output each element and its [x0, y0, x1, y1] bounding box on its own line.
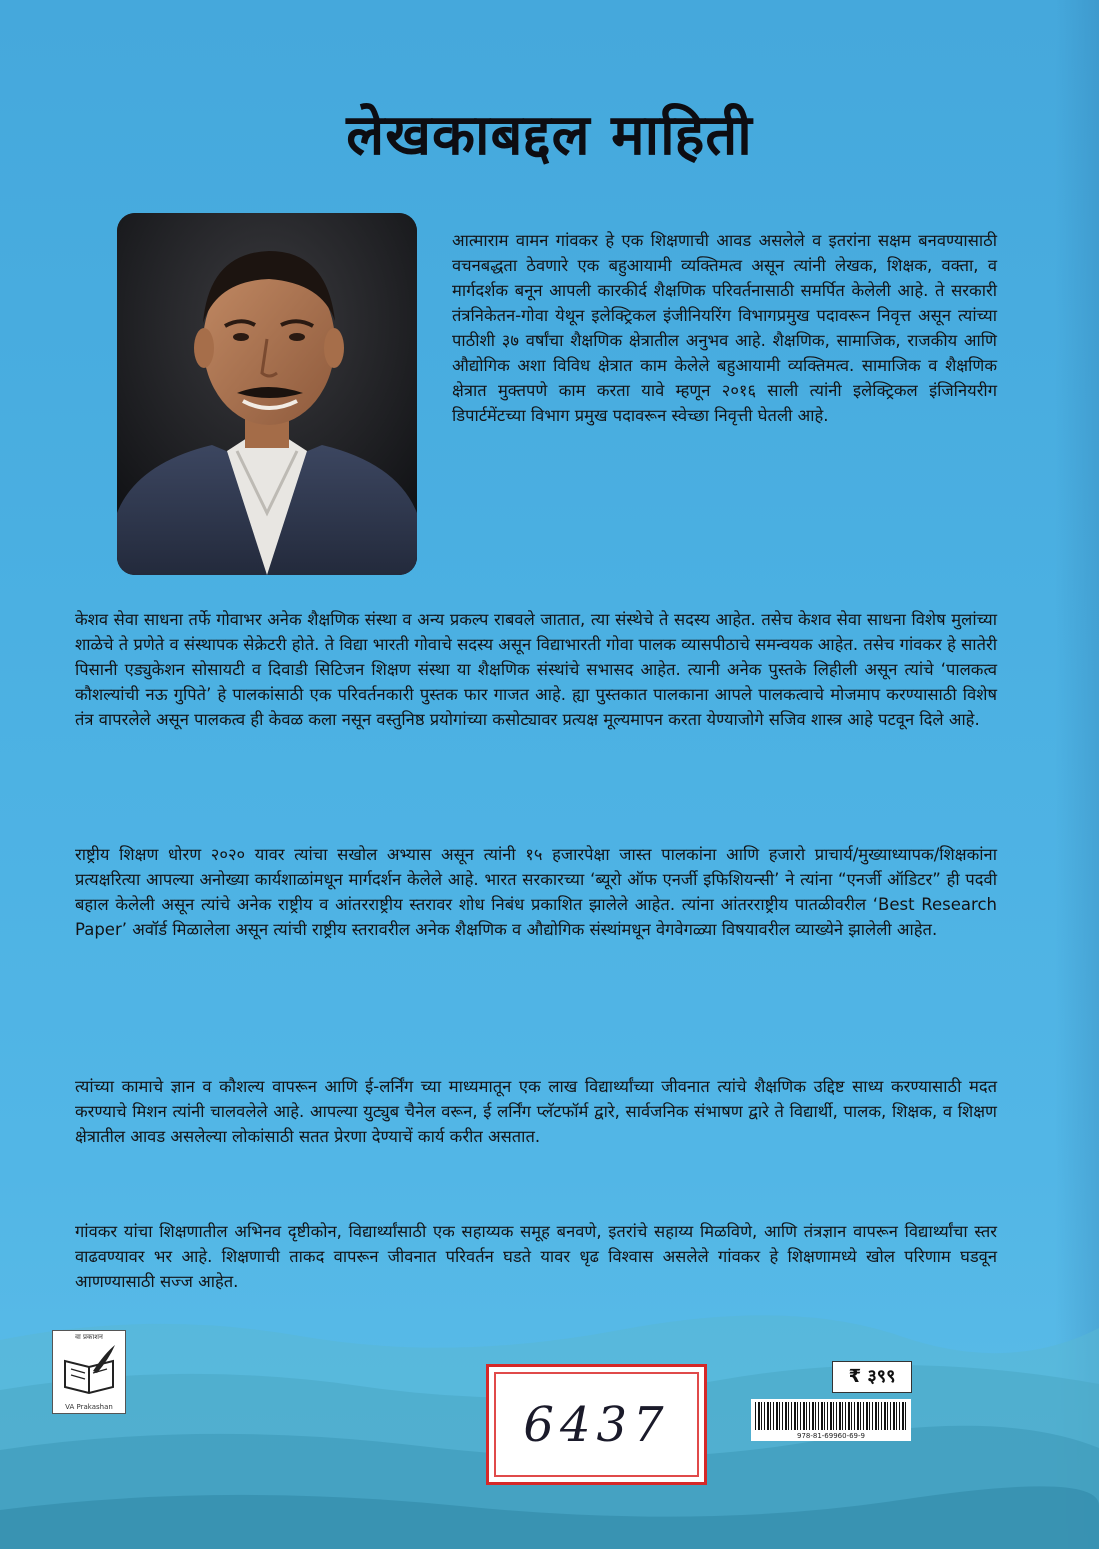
price-tag: ₹ ३९९ — [832, 1361, 912, 1393]
accession-stamp — [486, 1364, 707, 1485]
bio-paragraph: त्यांच्या कामाचे ज्ञान व कौशल्य वापरून आणि ई-लर्निंग च्या माध्यमातून एक लाख विद्यार्थ्यांच्या जीवनात त्यांचे शैक्षणिक उद्दिष्ट साध्य करण्यासाठी मदत करण्याचे मिशन त्यांनी चालवलेले आहे. आपल्या युट्युब चैनेल वरून, ई लर्निंग प्लॅटफॉर्म द्वारे, सार्वजनिक संभाषण द्वारे ते विद्यार्थी, पालक, शिक्षक, व शिक्षण क्षेत्रातील आवड असलेल्या लोकांसाठी सतत प्रेरणा देण्याचें कार्य करीत असतात. — [75, 1077, 997, 1146]
publisher-logo-bottom-text: VA Prakashan — [65, 1403, 113, 1411]
bio-paragraph: आत्माराम वामन गांवकर हे एक शिक्षणाची आवड असलेले व इतरांना सक्षम बनवण्यासाठी वचनबद्धता ठेवणारे एक बहुआयामी व्यक्तिमत्व असून त्यांनी लेखक, शिक्षक, वक्ता, व मार्गदर्शक बनून आपली कारकीर्द शैक्षणिक परिवर्तनासाठी समर्पित केलेली आहे. ते सरकारी तंत्रनिकेतन-गोवा येथून इलेक्ट्रिकल इंजीनियरिंग विभागप्रमुख पदावरून निवृत्त असून त्यांच्या पाठीशी ३७ वर्षांचा शैक्षणिक क्षेत्रातील अनुभव आहे. शैक्षणिक, सामाजिक, राजकीय आणि औद्योगिक अशा विविध क्षेत्रात काम केलेले बहुआयामी व्यक्तिमत्व. सामाजिक व शैक्षणिक क्षेत्रात मुक्तपणे काम करता यावे म्हणून २०१६ साली त्यांनी इलेक्ट्रिकल इंजिनियरीग डिपार्टमेंटच्या विभाग प्रमुख पदावरून स्वेच्छा निवृत्ती घेतली आहे. — [452, 231, 997, 425]
page-title: लेखकाबद्दल माहिती — [346, 103, 753, 168]
author-photo — [117, 213, 417, 575]
barcode-number: 978-81-69960-69-9 — [796, 1432, 865, 1440]
barcode-bars — [755, 1402, 907, 1430]
book-quill-icon — [53, 1331, 125, 1413]
stamp-number: 6437 — [523, 1397, 670, 1453]
publisher-logo-top-text: वा प्रकाशन — [75, 1333, 103, 1341]
barcode — [751, 1399, 911, 1441]
bio-paragraph: केशव सेवा साधना तर्फे गोवाभर अनेक शैक्षणिक संस्था व अन्य प्रकल्प राबवले जातात, त्या संस्थेचे ते सदस्य आहेत. तसेच केशव सेवा साधना विशेष मुलांच्या शाळेचे ते प्रणेते व संस्थापक सेक्रेटरी होते. ते विद्या भारती गोवाचे सदस्य असून विद्याभारती गोवा पालक व्यासपीठाचे समन्वयक आहेत. तसेच गांवकर हे सातेरी पिसानी एड्युकेशन सोसायटी व दिवाडी सिटिजन शिक्षण संस्था या शैक्षणिक संस्थांचे सभासद आहेत. त्यानी अनेक पुस्तके लिहीली असून त्यांचे ‘पालकत्व कौशल्यांची नऊ गुपिते’ हे पालकांसाठी एक परिवर्तनकारी पुस्तक फार गाजत आहे. ह्या पुस्तकात पालकाना आपले पालकत्वाचे मोजमाप करण्यासाठी विशेष तंत्र वापरलेले असून पालकत्व ही केवळ कला नसून वस्तुनिष्ठ प्रयोगांच्या कसोट्यावर प्रत्यक्ष मूल्यमापन करता येण्याजोगे सजिव शास्त्र आहे पटवून दिले आहे. — [75, 610, 997, 729]
bio-paragraph: राष्ट्रीय शिक्षण धोरण २०२० यावर त्यांचा सखोल अभ्यास असून त्यांनी १५ हजारपेक्षा जास्त पालकांना आणि हजारो प्राचार्य/मुख्याध्यापक/शिक्षकांना प्रत्यक्षरित्या आपल्या अनोख्या कार्यशाळांमधून मार्गदर्शन केलेले आहे. भारत सरकारच्या ‘ब्यूरो ऑफ एनर्जी इफिशियन्सी’ ने त्यांना “एनर्जी ऑडिटर” ही पदवी बहाल केलेली असून त्यांचे अनेक राष्ट्रीय व आंतरराष्ट्रीय स्तरावर शोध निबंध प्रकाशित झालेले आहेत. त्यांना आंतरराष्ट्रीय पातळीवरील ‘Best Research Paper’ अवॉर्ड मिळालेला असून त्यांची राष्ट्रीय स्तरावरील अनेक शैक्षणिक व औद्योगिक संस्थांमधून वेगवेगळ्या विषयावरील व्याख्येने झालेली आहेत. — [75, 845, 997, 939]
publisher-logo — [52, 1330, 126, 1414]
bio-paragraph: गांवकर यांचा शिक्षणातील अभिनव दृष्टीकोन, विद्यार्थ्यांसाठी एक सहाय्यक समूह बनवणे, इतरांचे सहाय्य मिळविणे, आणि तंत्रज्ञान वापरून विद्यार्थ्यांचा स्तर वाढवण्यावर भर आहे. शिक्षणाची ताकद वापरून जीवनात परिवर्तन घडते यावर धृढ विश्वास असलेले गांवकर हे शिक्षणामध्ये खोल परिणाम घडवून आणण्यासाठी सज्ज आहेत. — [75, 1222, 997, 1291]
